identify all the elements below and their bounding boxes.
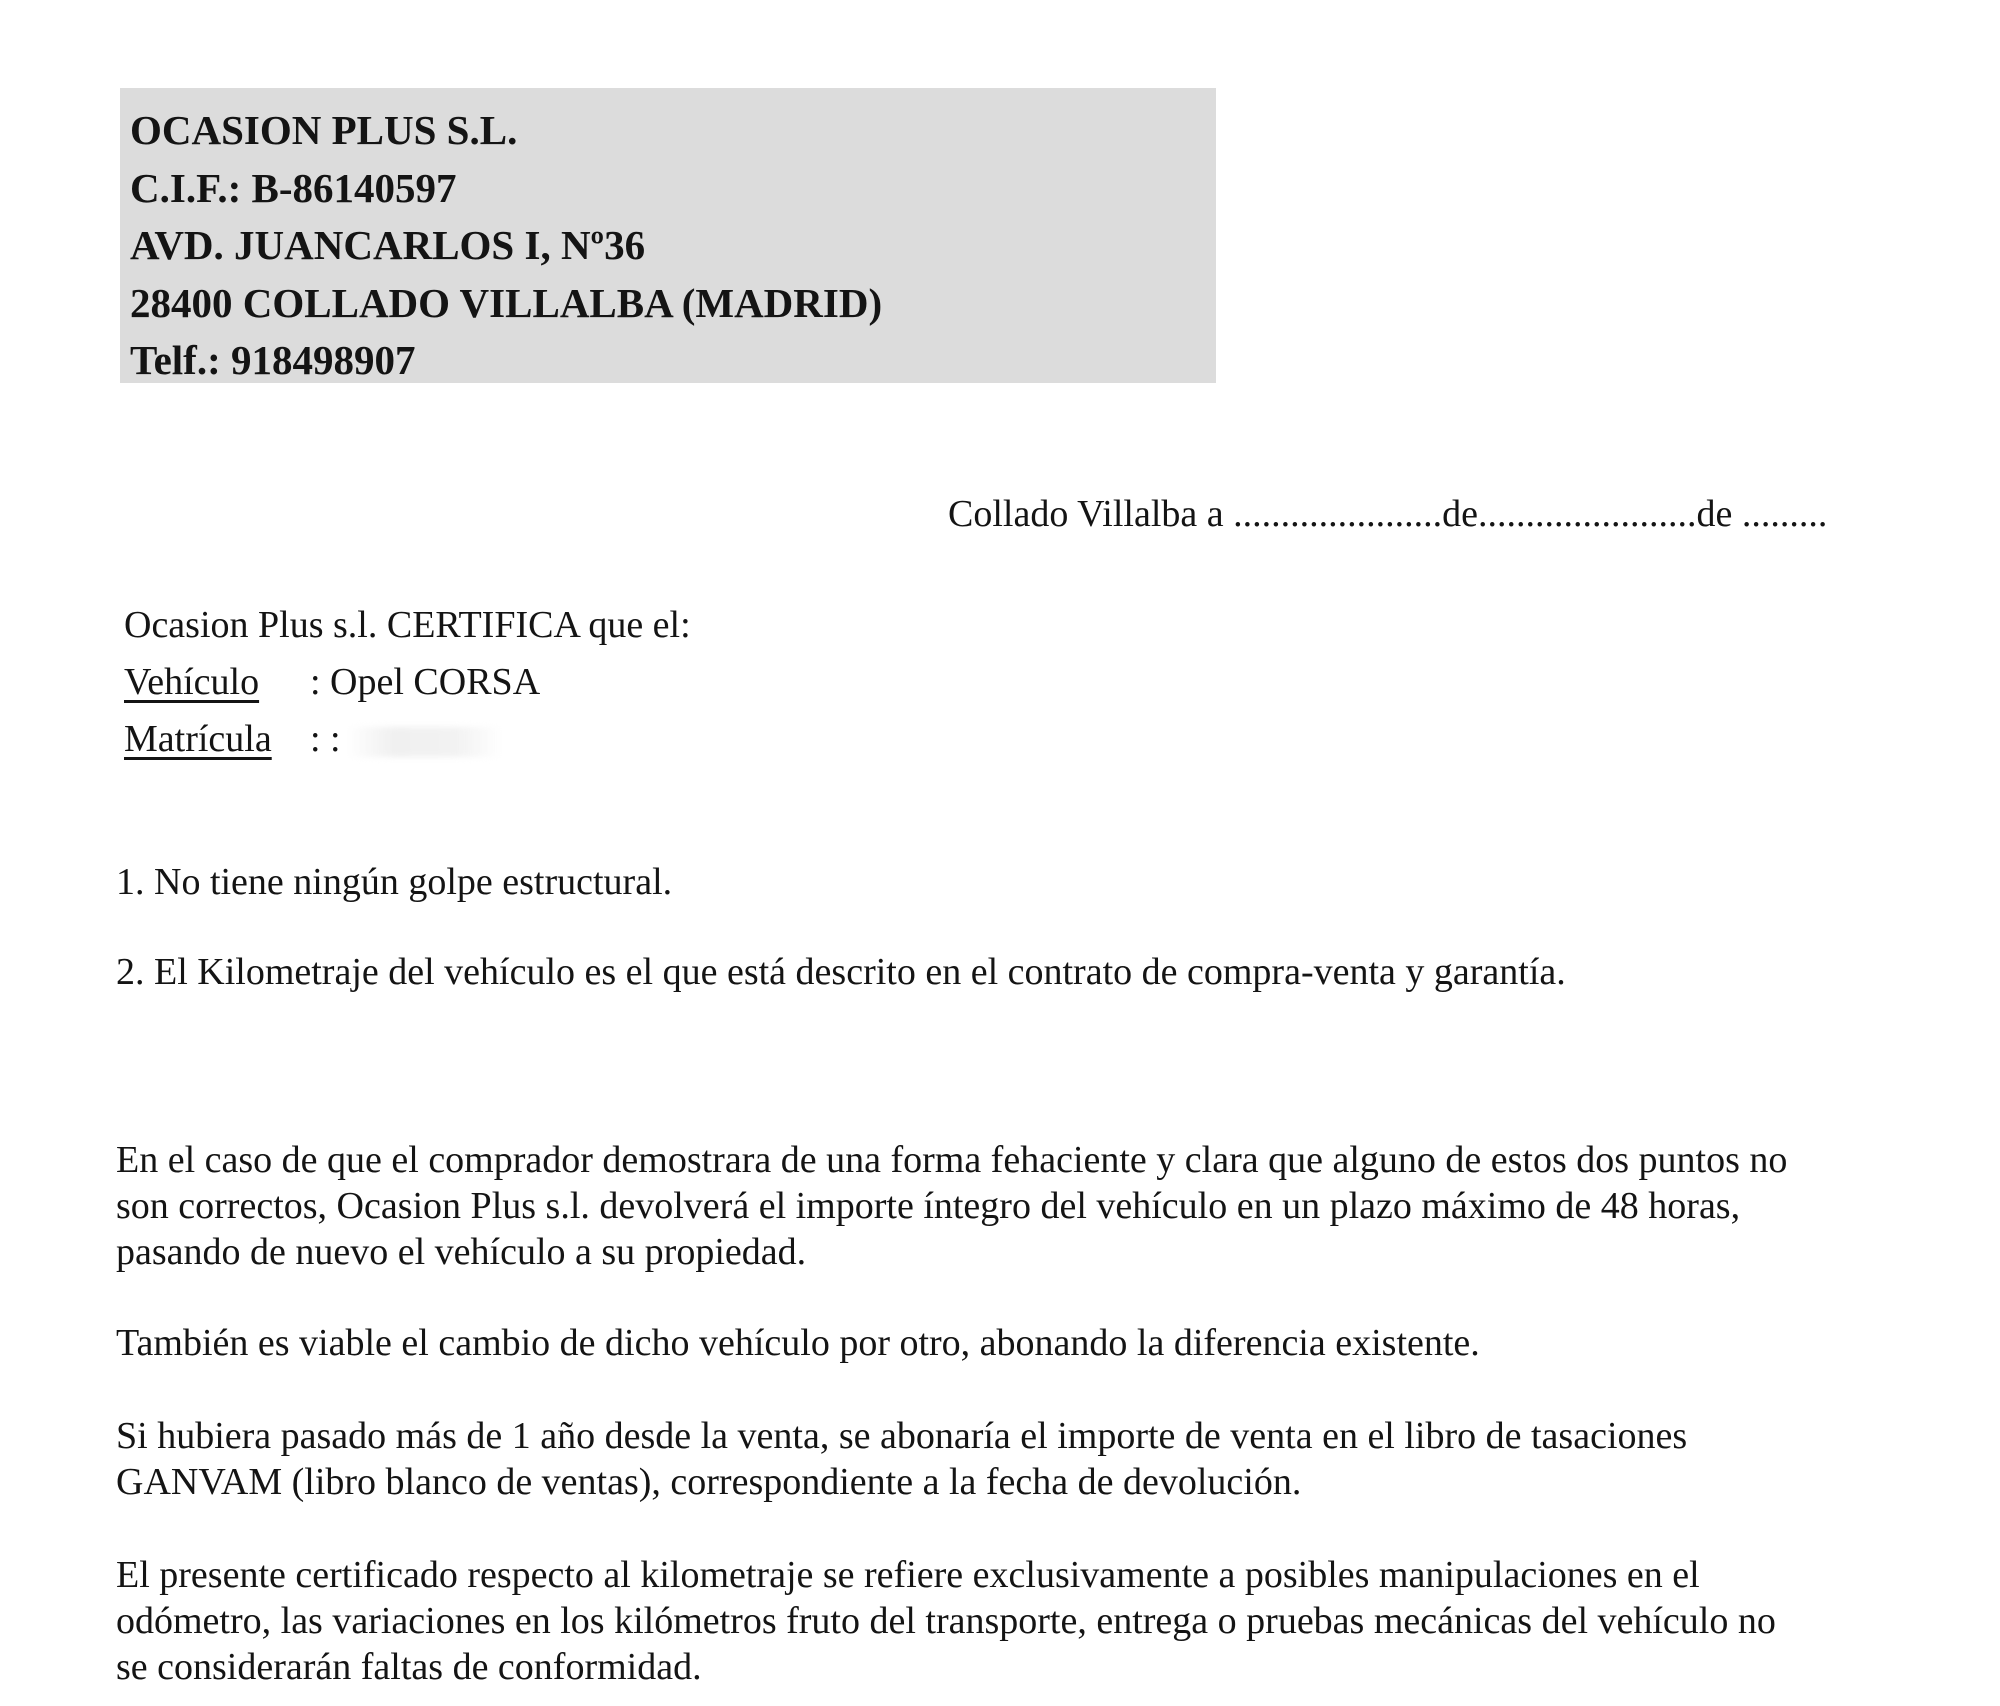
paragraph-odometer xyxy=(116,1552,1976,1690)
company-city: 28400 COLLADO VILLALBA (MADRID) xyxy=(130,279,883,326)
paragraph-line: En el caso de que el comprador demostrara de una forma fehaciente y clara que alguno de estos dos puntos no xyxy=(116,1139,1788,1181)
paragraph-line: se considerarán faltas de conformidad. xyxy=(116,1646,702,1688)
plate-row xyxy=(124,711,691,768)
company-cif: C.I.F.: B-86140597 xyxy=(130,164,457,211)
paragraph-line: Si hubiera pasado más de 1 año desde la venta, se abonaría el importe de venta en el libro de tasaciones xyxy=(116,1415,1688,1457)
paragraph-ganvam xyxy=(116,1413,1976,1505)
paragraph-refund xyxy=(116,1137,1976,1275)
paragraph-line: pasando de nuevo el vehículo a su propiedad. xyxy=(116,1231,807,1273)
paragraph-line: son correctos, Ocasion Plus s.l. devolverá el importe íntegro del vehículo en un plazo máximo de 48 horas, xyxy=(116,1185,1741,1227)
certification-intro: Ocasion Plus s.l. CERTIFICA que el: xyxy=(124,604,691,646)
company-address: AVD. JUANCARLOS I, Nº36 xyxy=(130,222,646,268)
paragraph-line: GANVAM (libro blanco de ventas), correspondiente a la fecha de devolución. xyxy=(116,1461,1302,1503)
plate-label: Matrícula xyxy=(124,718,272,760)
point-1: 1. No tiene ningún golpe estructural. xyxy=(116,861,673,903)
point-2: 2. El Kilometraje del vehículo es el que está descrito en el contrato de compra-venta y garantía. xyxy=(116,951,1566,993)
plate-value: : : xyxy=(310,718,341,760)
paragraph-line: También es viable el cambio de dicho vehículo por otro, abonando la diferencia existente. xyxy=(116,1322,1480,1364)
company-name: OCASION PLUS S.L. xyxy=(130,107,518,153)
redacted-plate xyxy=(347,727,502,757)
vehicle-row xyxy=(124,654,691,711)
date-line: Collado Villalba a ......................de.......................de ......... xyxy=(948,493,1828,535)
paragraph-line: odómetro, las variaciones en los kilómetros fruto del transporte, entrega o pruebas mecánicas del vehículo no xyxy=(116,1600,1776,1642)
certification-block xyxy=(124,597,691,768)
company-header xyxy=(120,88,1216,383)
vehicle-value: : Opel CORSA xyxy=(310,661,541,703)
paragraph-exchange xyxy=(116,1320,1976,1366)
company-phone: Telf.: 918498907 xyxy=(130,337,416,383)
paragraph-line: El presente certificado respecto al kilometraje se refiere exclusivamente a posibles manipulaciones en el xyxy=(116,1554,1700,1596)
vehicle-label: Vehículo xyxy=(124,661,260,703)
